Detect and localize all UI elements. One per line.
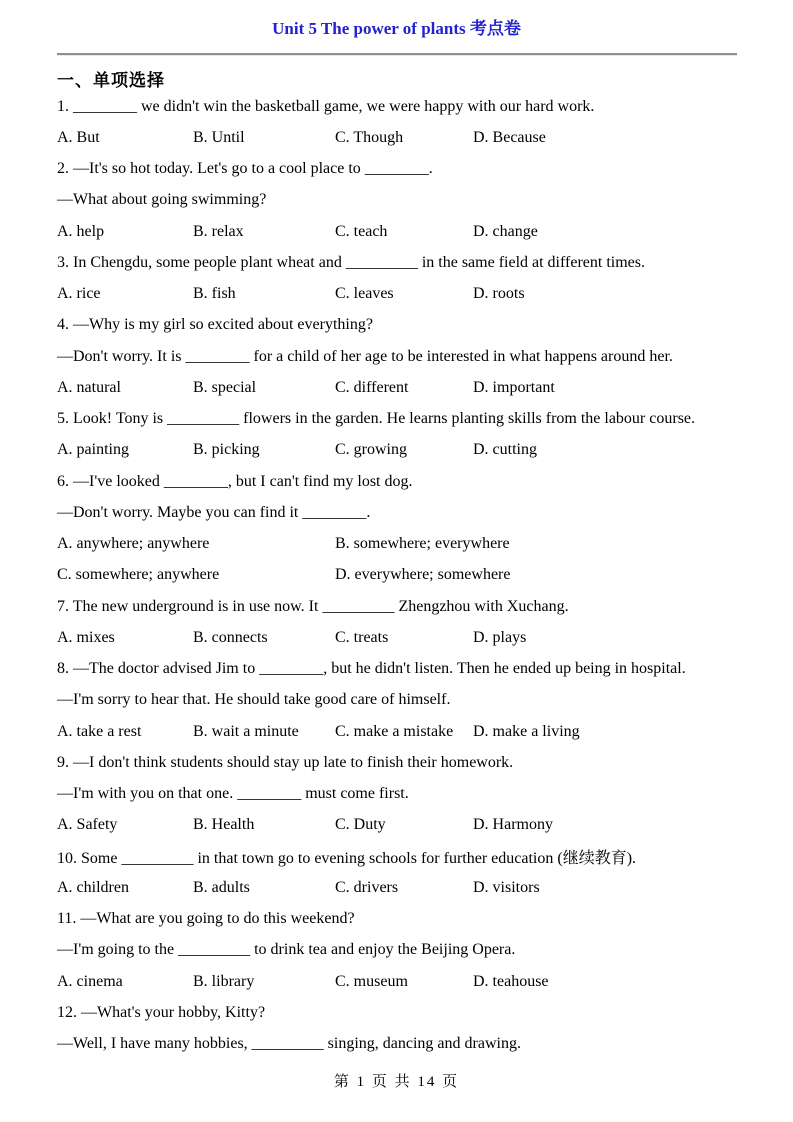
title-divider [57, 53, 737, 56]
option-a: A. anywhere; anywhere [57, 535, 210, 553]
page-footer: 第 1 页 共 14 页 [333, 1074, 460, 1090]
question-line: 4. —Why is my girl so excited about everything? [57, 316, 373, 334]
option-row [57, 966, 739, 997]
option-row [57, 810, 739, 841]
question-line: —I'm with you on that one. ________ must come first. [57, 785, 409, 803]
option-c: C. different [335, 378, 409, 396]
question-line: 7. The new underground is in use now. It _________ Zhengzhou with Xuchang. [57, 597, 569, 615]
question-block [57, 91, 739, 154]
option-d: D. change [473, 222, 538, 240]
option-a: A. children [57, 878, 129, 896]
option-d: D. Because [473, 128, 546, 146]
option-b: B. library [193, 972, 255, 990]
question-line: —What about going swimming? [57, 191, 267, 209]
question-block [57, 904, 739, 998]
question-block [57, 591, 739, 654]
option-b: B. special [193, 378, 257, 396]
option-c: C. growing [335, 441, 407, 459]
question-block [57, 310, 739, 404]
question-line: —I'm going to the _________ to drink tea and enjoy the Beijing Opera. [57, 941, 516, 959]
option-c: C. somewhere; anywhere [57, 566, 220, 584]
option-b: B. somewhere; everywhere [335, 535, 510, 553]
option-row [57, 716, 739, 747]
question-line: —I'm sorry to hear that. He should take good care of himself. [57, 691, 451, 709]
question-line: 2. —It's so hot today. Let's go to a cool place to ________. [57, 160, 433, 178]
option-a: A. But [57, 128, 100, 146]
question-block [57, 997, 739, 1060]
question-block [57, 466, 739, 591]
question-block [57, 154, 739, 248]
option-a: A. help [57, 222, 105, 240]
question-line: 3. In Chengdu, some people plant wheat and _________ in the same field at different times. [57, 253, 646, 271]
question-line: 1. ________ we didn't win the basketball game, we were happy with our hard work. [57, 97, 595, 115]
option-a: A. Safety [57, 816, 118, 834]
question-line: 6. —I've looked ________, but I can't find my lost dog. [57, 472, 413, 490]
option-d: D. important [473, 378, 555, 396]
option-a: A. mixes [57, 628, 115, 646]
option-d: D. cutting [473, 441, 537, 459]
option-a: A. natural [57, 378, 121, 396]
section-heading: 一、单项选择 [57, 70, 165, 90]
page-title: Unit 5 The power of plants 考点卷 [272, 19, 521, 38]
option-row [57, 279, 739, 310]
option-d: D. Harmony [473, 816, 553, 834]
option-b: B. adults [193, 878, 250, 896]
question-line: —Don't worry. Maybe you can find it ________. [57, 503, 371, 521]
question-block [57, 747, 739, 841]
option-b: B. wait a minute [193, 722, 299, 740]
option-d: D. everywhere; somewhere [335, 566, 511, 584]
option-row [57, 216, 739, 247]
question-line: 5. Look! Tony is _________ flowers in the garden. He learns planting skills from the labour course. [57, 410, 696, 428]
option-c: C. leaves [335, 285, 394, 303]
question-line: —Well, I have many hobbies, _________ singing, dancing and drawing. [57, 1035, 521, 1053]
option-d: D. plays [473, 628, 527, 646]
option-b: B. fish [193, 285, 236, 303]
option-c: C. treats [335, 628, 389, 646]
option-c: C. make a mistake [335, 722, 454, 740]
question-line: 9. —I don't think students should stay up late to finish their homework. [57, 753, 514, 771]
option-row [57, 435, 739, 466]
question-line: 12. —What's your hobby, Kitty? [57, 1003, 266, 1021]
option-b: B. Until [193, 128, 245, 146]
option-b: B. Health [193, 816, 255, 834]
option-row [57, 529, 739, 560]
option-a: A. painting [57, 441, 129, 459]
option-d: D. roots [473, 285, 525, 303]
question-block [57, 654, 739, 748]
option-row [57, 122, 739, 153]
question-line: —Don't worry. It is ________ for a child of her age to be interested in what happens around her. [57, 347, 673, 365]
option-b: B. picking [193, 441, 260, 459]
option-c: C. Though [335, 128, 404, 146]
option-row [57, 872, 739, 903]
option-c: C. Duty [335, 816, 386, 834]
option-a: A. take a rest [57, 722, 142, 740]
option-c: C. museum [335, 972, 408, 990]
option-d: D. teahouse [473, 972, 549, 990]
option-a: A. rice [57, 285, 101, 303]
option-d: D. make a living [473, 722, 580, 740]
option-b: B. connects [193, 628, 268, 646]
option-row [57, 560, 739, 591]
option-row [57, 622, 739, 653]
question-line: 11. —What are you going to do this weekend? [57, 910, 355, 928]
question-line: 8. —The doctor advised Jim to ________, but he didn't listen. Then he ended up being in hospital. [57, 660, 686, 678]
option-c: C. drivers [335, 878, 399, 896]
content-area [57, 65, 739, 1060]
option-row [57, 372, 739, 403]
option-d: D. visitors [473, 878, 540, 896]
question-block [57, 404, 739, 467]
option-c: C. teach [335, 222, 388, 240]
option-a: A. cinema [57, 972, 123, 990]
question-block [57, 247, 739, 310]
question-line: 10. Some _________ in that town go to evening schools for further education (继续教育). [57, 850, 637, 868]
question-list [57, 91, 739, 1060]
question-block [57, 841, 739, 904]
option-b: B. relax [193, 222, 244, 240]
